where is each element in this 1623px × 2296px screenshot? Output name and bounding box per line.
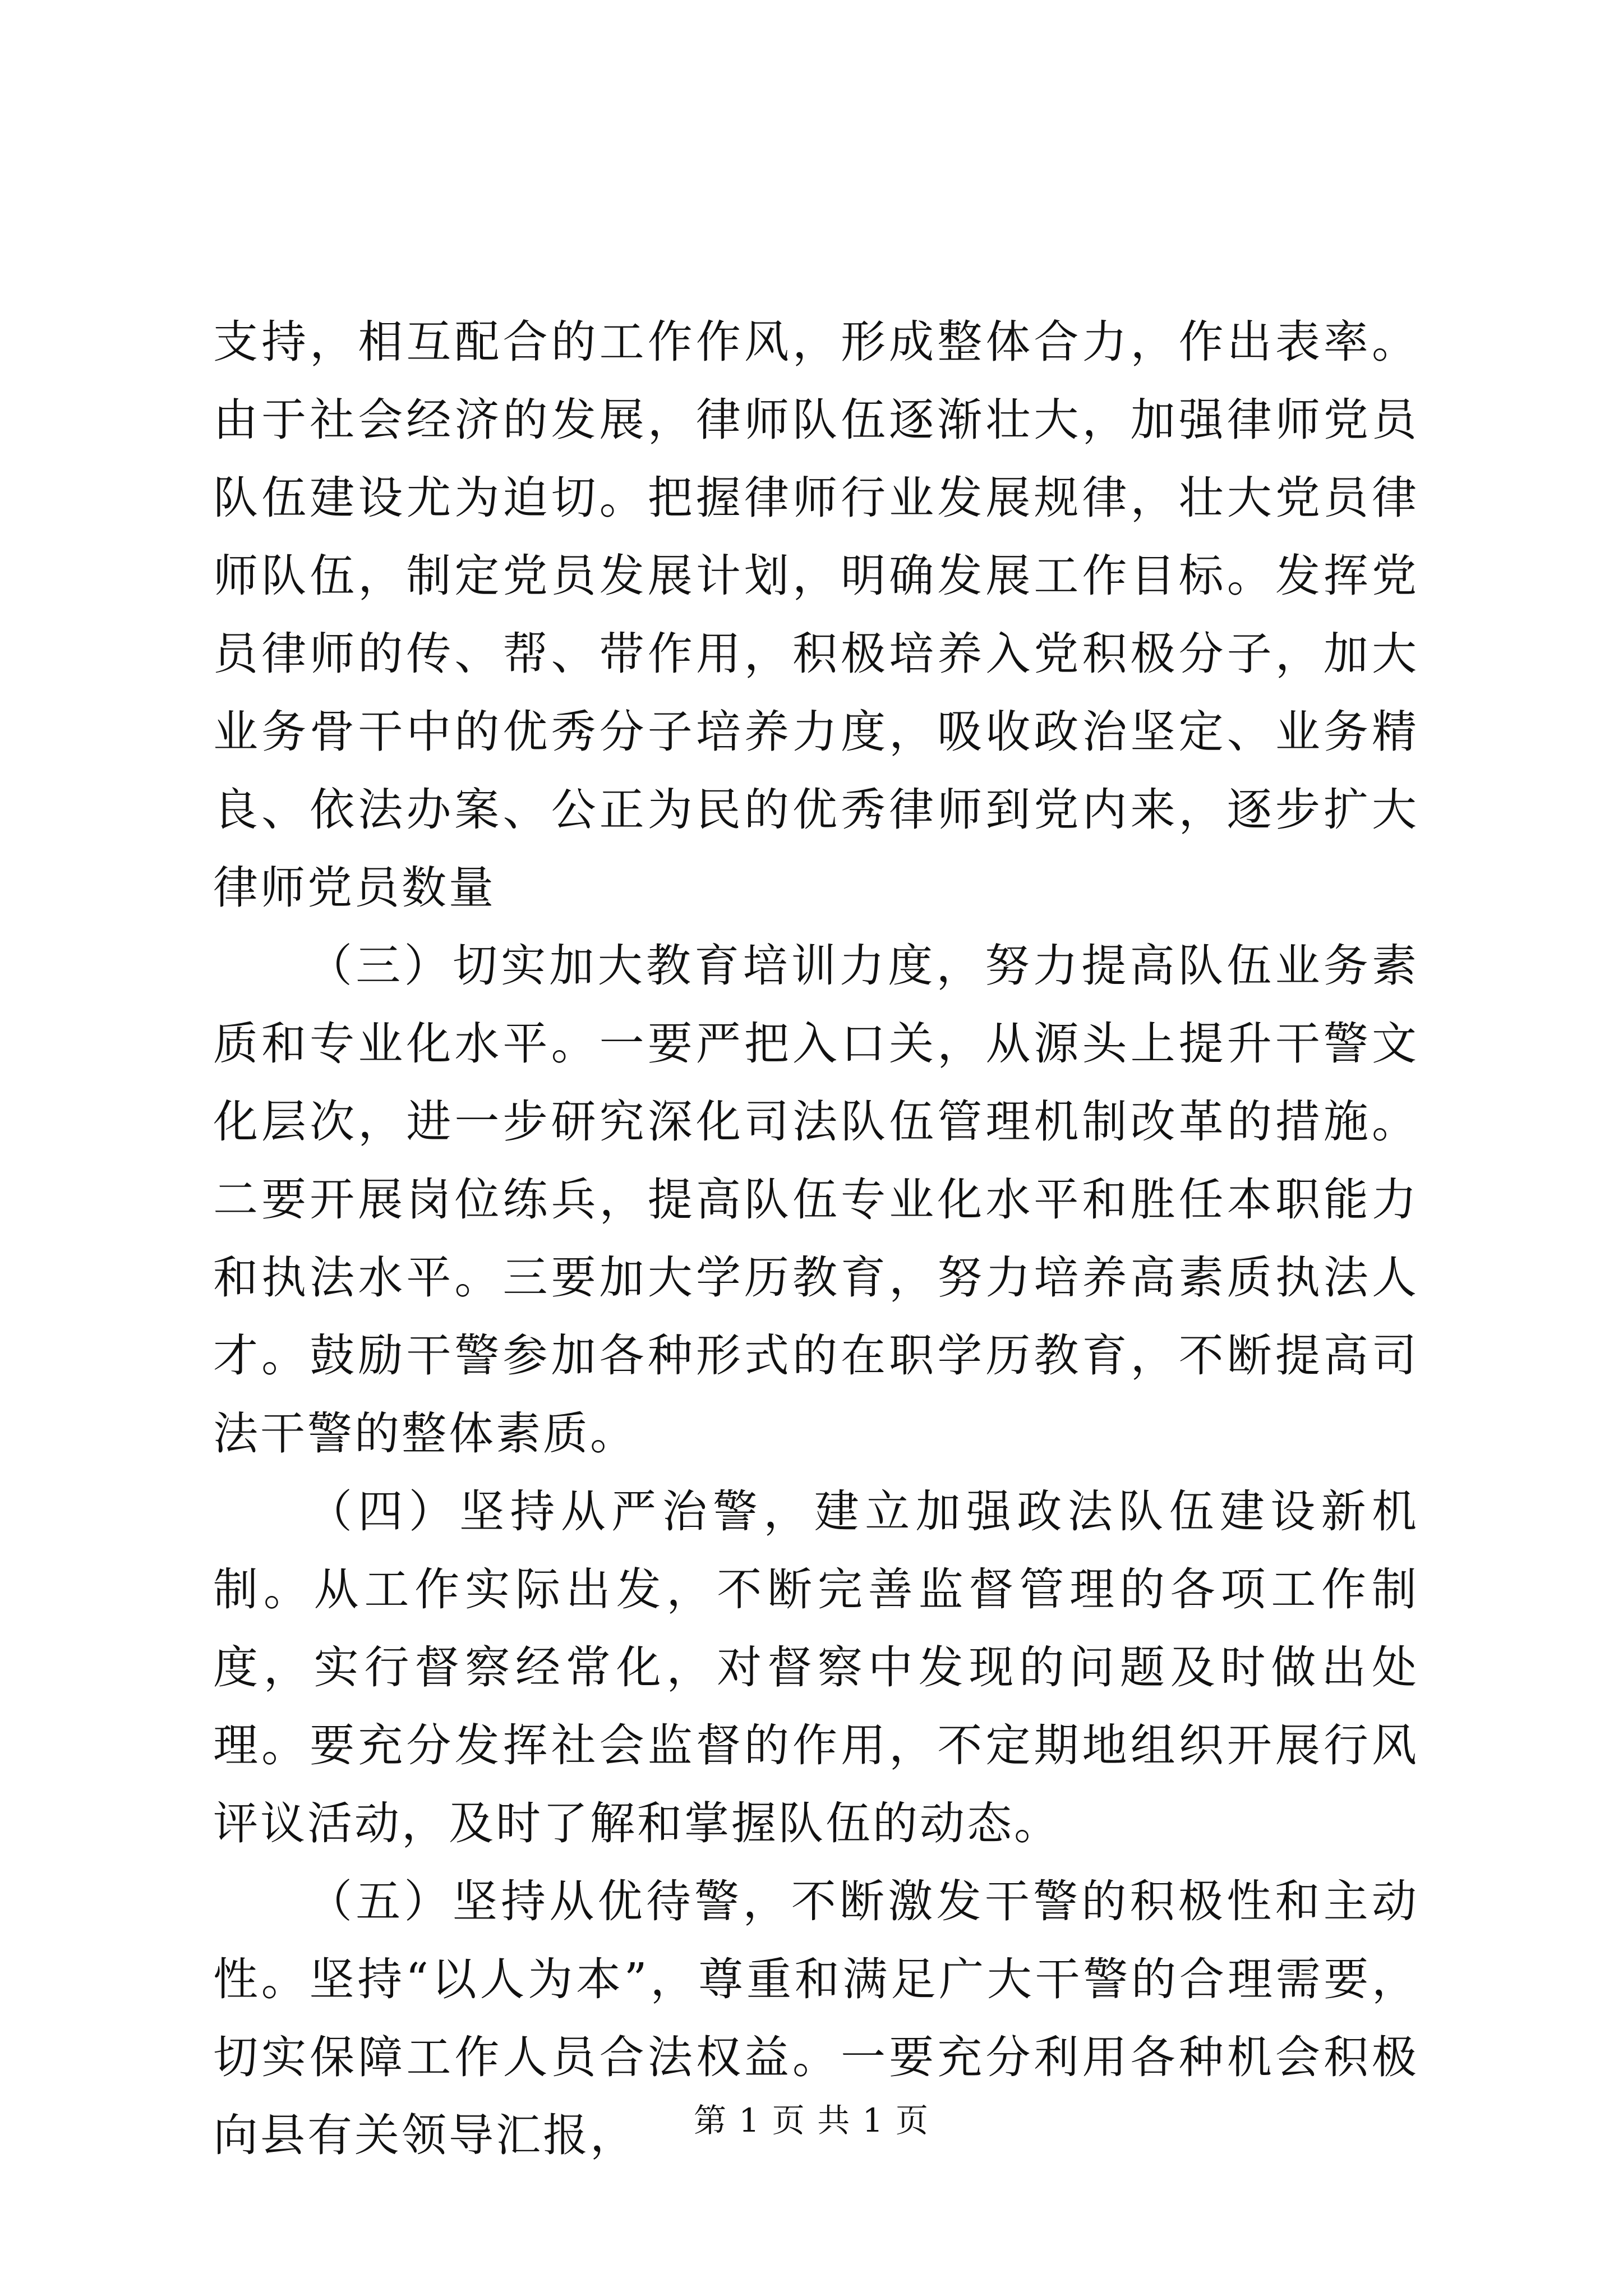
document-body (213, 303, 1419, 2174)
paragraph-section-three: （三）切实加大教育培训力度，努力提高队伍业务素质和专业化水平。一要严把入口关，从源头上提升干警文化层次，进一步研究深化司法队伍管理机制改革的措施。二要开展岗位练兵，提高队伍专业化水平和胜任本职能力和执法水平。三要加大学历教育，努力培养高素质执法人才。鼓励干警参加各种形式的在职学历教育，不断提高司法干警的整体素质。 (213, 940, 1419, 1460)
paragraph-section-four: （四）坚持从严治警，建立加强政法队伍建设新机制。从工作实际出发，不断完善监督管理的各项工作制度，实行督察经常化，对督察中发现的问题及时做出处理。要充分发挥社会监督的作用，不定期地组织开展行风评议活动，及时了解和掌握队伍的动态。 (213, 1485, 1419, 1849)
paragraph-continuation: 支持，相互配合的工作作风，形成整体合力，作出表率。由于社会经济的发展，律师队伍逐渐壮大，加强律师党员队伍建设尤为迫切。把握律师行业发展规律，壮大党员律师队伍，制定党员发展计划，明确发展工作目标。发挥党员律师的传、帮、带作用，积极培养入党积极分子，加大业务骨干中的优秀分子培养力度，吸收政治坚定、业务精良、依法办案、公正为民的优秀律师到党内来，逐步扩大律师党员数量 (213, 316, 1419, 914)
page-footer: 第 1 页 共 1 页 (694, 2101, 929, 2139)
paragraph-section-five: （五）坚持从优待警，不断激发干警的积极性和主动性。坚持“以人为本”，尊重和满足广大干警的合理需要，切实保障工作人员合法权益。一要充分利用各种机会积极向县有关领导汇报， (213, 1875, 1419, 2161)
